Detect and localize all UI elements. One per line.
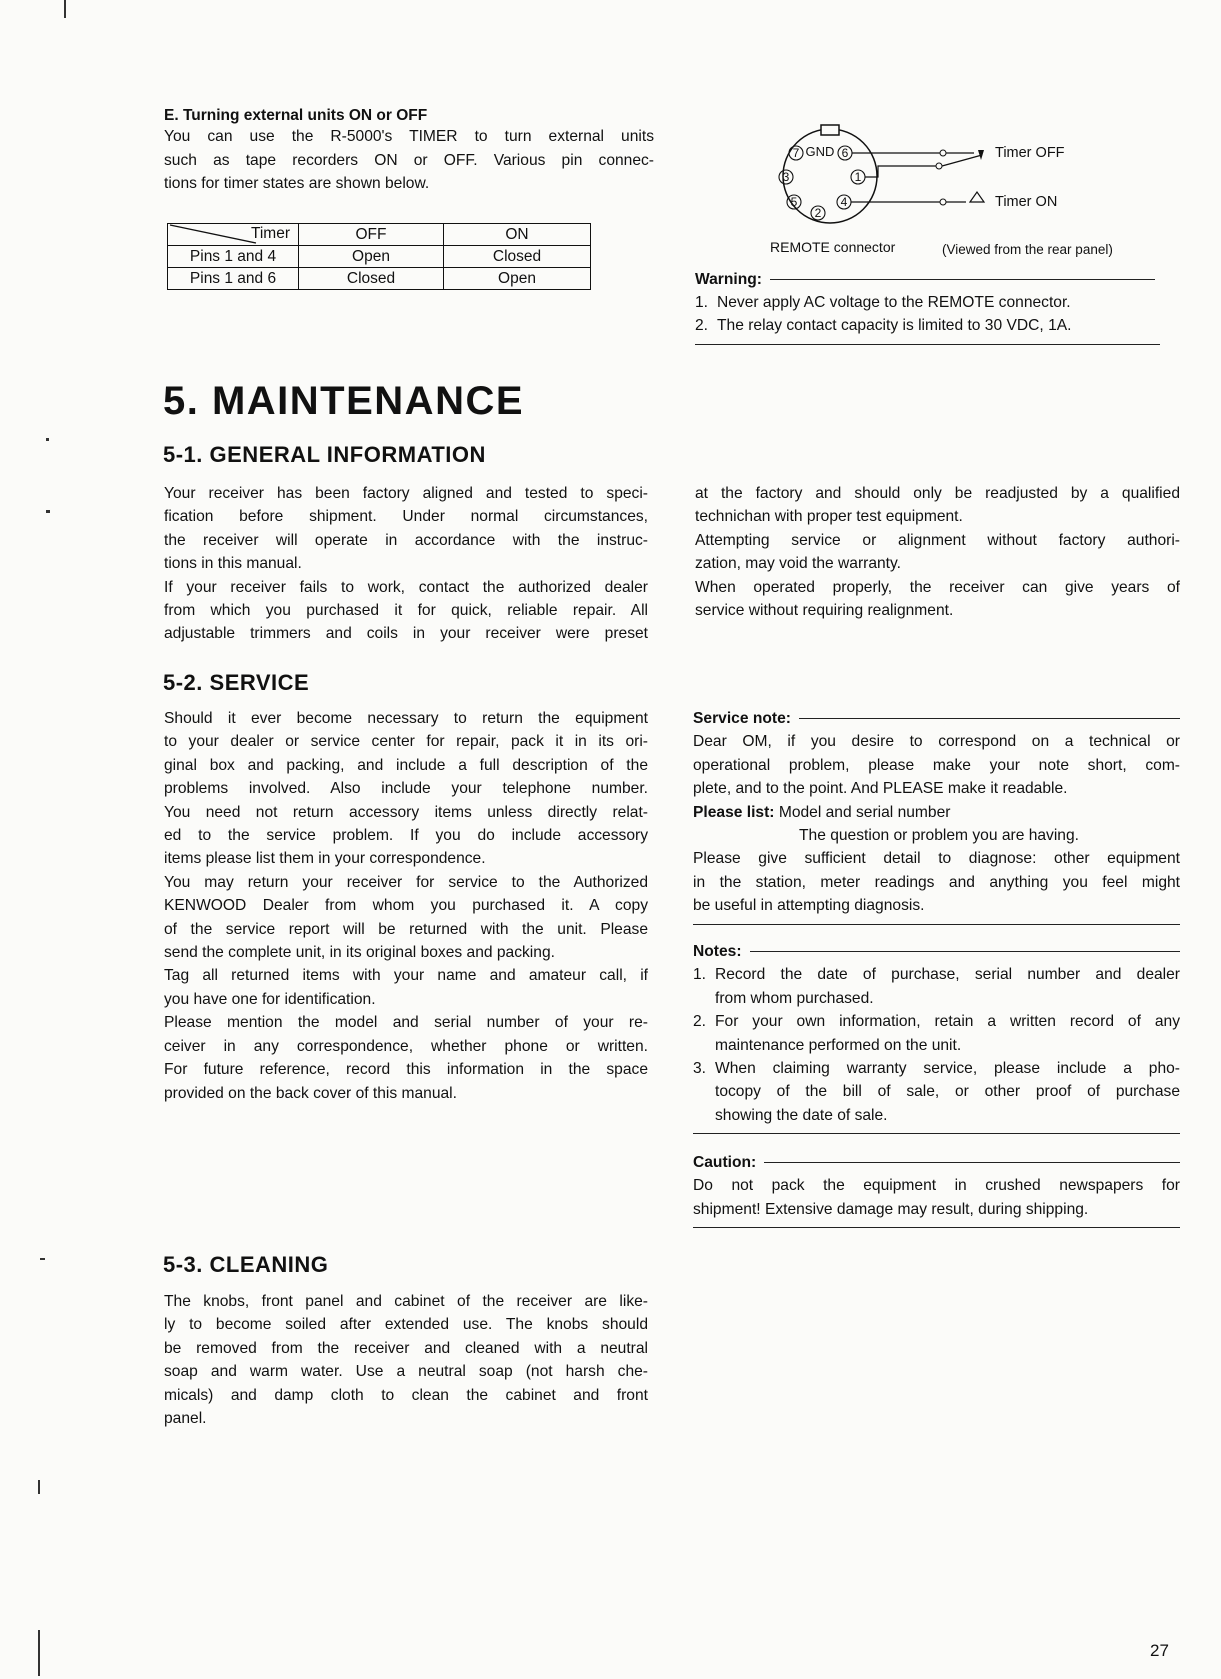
divider [693,1133,1180,1134]
scan-mark [46,510,50,513]
pin-2-label: 2 [814,206,822,220]
timer-table [167,223,591,290]
notes-list [693,963,1180,1127]
table-row-label: Pins 1 and 6 [168,268,299,290]
text-line: Dear OM, if you desire to correspond on a technical or [693,733,1180,751]
general-right-column [695,482,1180,622]
text-line: operational problem, please make your note short, com- [693,756,1180,774]
pin-1-label: 1 [854,170,862,184]
warning-list [695,291,1155,337]
text-line: KENWOOD Dealer from whom you purchased it. A copy [164,897,648,915]
connector-key [821,125,839,135]
table-row-label: Pins 1 and 4 [168,246,299,268]
service-note-label: Service note: [693,710,791,727]
list-item: 1. Record the date of purchase, serial number and dealer from whom purchased. [693,966,1180,1007]
divider [693,1227,1180,1228]
list-item: 3. When claiming warranty service, please include a pho- tocopy of the bill of sale, or other proof of purchase showing the date of sale. [693,1060,1180,1124]
table-header-on: ON [444,224,591,246]
text-line: If your receiver fails to work, contact the authorized dealer [164,578,648,596]
text-line: be useful in attempting diagnosis. [693,897,925,915]
text-line: Please mention the model and serial number of your re- [164,1014,648,1032]
notes-label: Notes: [693,943,742,960]
timer-on-symbol-icon [970,192,984,202]
divider [764,1162,1180,1163]
divider [693,924,1180,925]
text-line: Tag all returned items with your name and amateur call, if [164,967,648,985]
text-line: You may return your receiver for service to the Authorized [164,873,648,891]
scan-mark [64,0,66,18]
general-heading: 5-1. GENERAL INFORMATION [163,442,486,467]
text-line: fication before shipment. Under normal circumstances, [164,508,648,526]
caution-label: Caution: [693,1154,757,1171]
section-e-line: such as tape recorders ON or OFF. Various pin connec- [164,151,654,169]
view-note: (Viewed from the rear panel) [942,242,1113,257]
divider [750,951,1180,952]
text-line: You need not return accessory items unless directly relat- [164,803,648,821]
text-line: problems involved. Also include your telephone number. [164,780,648,798]
relay-contact [940,199,946,205]
gnd-label: GND [805,144,835,159]
table-cell: Closed [444,246,591,268]
text-line: technichan with proper test equipment. [695,508,963,526]
section-e-line: tions for timer states are shown below. [164,175,430,192]
text-line: ed to the service problem. If you do include accessory [164,827,648,845]
text-line: For future reference, record this information in the space [164,1061,648,1079]
warning-box [695,268,1155,345]
table-row [168,246,591,268]
text-line: ginal box and packing, and include a full description of the [164,756,648,774]
service-left-column [164,707,648,1105]
scan-mark [40,1258,45,1260]
service-note-box [693,707,1180,925]
text-line: zation, may void the warranty. [695,555,901,573]
text-line: be removed from the receiver and cleaned with a neutral [164,1339,648,1357]
text-line: Please give sufficient detail to diagnose: other equipment [693,850,1180,868]
table-header-row [168,224,591,246]
timer-off-label: Timer OFF [995,145,1065,161]
text-line: tions in this manual. [164,555,302,573]
text-line: shipment! Extensive damage may result, during shipping. [693,1200,1089,1218]
table-cell: Closed [299,268,444,290]
cleaning-text [164,1290,648,1430]
notes-box [693,940,1180,1134]
text-line: of the service report will be returned with the unit. Please [164,920,648,938]
text-line: to your dealer or service center for repair, pack it in its ori- [164,733,648,751]
text-line: soap and warm water. Use a neutral soap (not harsh che- [164,1363,648,1381]
table-cell: Open [299,246,444,268]
scan-mark [38,1480,40,1494]
remote-connector-diagram [770,120,1170,260]
text-line: Should it ever become necessary to return the equipment [164,710,648,727]
text-line: the receiver will operate in accordance with the instruc- [164,531,648,549]
warning-label: Warning: [695,271,762,288]
text-line: panel. [164,1410,207,1428]
chapter-title: 5. MAINTENANCE [163,379,525,423]
list-item: 2. The relay contact capacity is limited to 30 VDC, 1A. [695,317,1072,334]
table-cell: Open [444,268,591,290]
pin-5-label: 5 [790,195,798,209]
pin-6-label: 6 [841,146,849,160]
scan-mark [38,1630,40,1676]
section-e [164,107,654,196]
list-item: 2. For your own information, retain a written record of any maintenance performed on the unit. [693,1013,1180,1054]
text-line: adjustable trimmers and coils in your receiver were preset [164,625,648,643]
relay-contact [940,150,946,156]
pin-7-label: 7 [792,146,800,160]
section-e-heading: E. Turning external units ON or OFF [164,107,428,124]
table-header-off: OFF [299,224,444,246]
please-list-label: Please list: [693,803,775,821]
scan-mark [46,438,49,441]
text-line: ceiver in any correspondence, whether phone or written. [164,1037,648,1055]
please-list-line [693,801,1180,824]
pin-4-label: 4 [840,195,848,209]
text-line: ly to become soiled after extended use. The knobs should [164,1316,648,1334]
pin-3-label: 3 [782,170,790,184]
relay-contact [936,163,942,169]
text-line: from which you purchased it for quick, reliable repair. All [164,602,648,620]
text-line: in the station, meter readings and anything you feel might [693,873,1180,891]
table-row [168,268,591,290]
caution-box [693,1151,1180,1228]
divider [799,718,1180,719]
timer-on-label: Timer ON [995,194,1058,210]
timer-off-symbol-icon [978,150,984,160]
text-line: Your receiver has been factory aligned and tested to speci- [164,485,648,502]
table-corner-cell [168,224,299,246]
relay-arm [942,155,982,166]
text-line: plete, and to the point. And PLEASE make it readable. [693,780,1068,798]
text-line: Attempting service or alignment without factory authori- [695,531,1180,549]
connector-caption: REMOTE connector [770,239,896,255]
text-line: When operated properly, the receiver can give years of [695,578,1180,596]
general-left-column [164,482,648,646]
list-item: 1. Never apply AC voltage to the REMOTE connector. [695,294,1071,311]
page-number: 27 [1150,1641,1169,1660]
text-line: The knobs, front panel and cabinet of the receiver are like- [164,1293,648,1310]
cleaning-heading: 5-3. CLEANING [163,1252,329,1277]
text-line: you have one for identification. [164,990,376,1008]
text-line: send the complete unit, in its original boxes and packing. [164,944,555,962]
divider [695,344,1160,345]
text-line: provided on the back cover of this manual. [164,1084,457,1102]
section-e-line: You can use the R-5000's TIMER to turn external units [164,128,654,145]
divider [770,279,1155,280]
text-line: micals) and damp cloth to clean the cabinet and front [164,1386,648,1404]
table-corner-label: Timer [250,225,290,242]
list-item: Model and serial number [778,803,951,821]
service-heading: 5-2. SERVICE [163,670,310,695]
text-line: service without requiring realignment. [695,602,954,620]
list-item: The question or problem you are having. [799,827,1079,845]
text-line: Do not pack the equipment in crushed newspapers for [693,1177,1180,1195]
text-line: items please list them in your correspondence. [164,850,486,868]
text-line: at the factory and should only be readjusted by a qualified [695,485,1180,502]
